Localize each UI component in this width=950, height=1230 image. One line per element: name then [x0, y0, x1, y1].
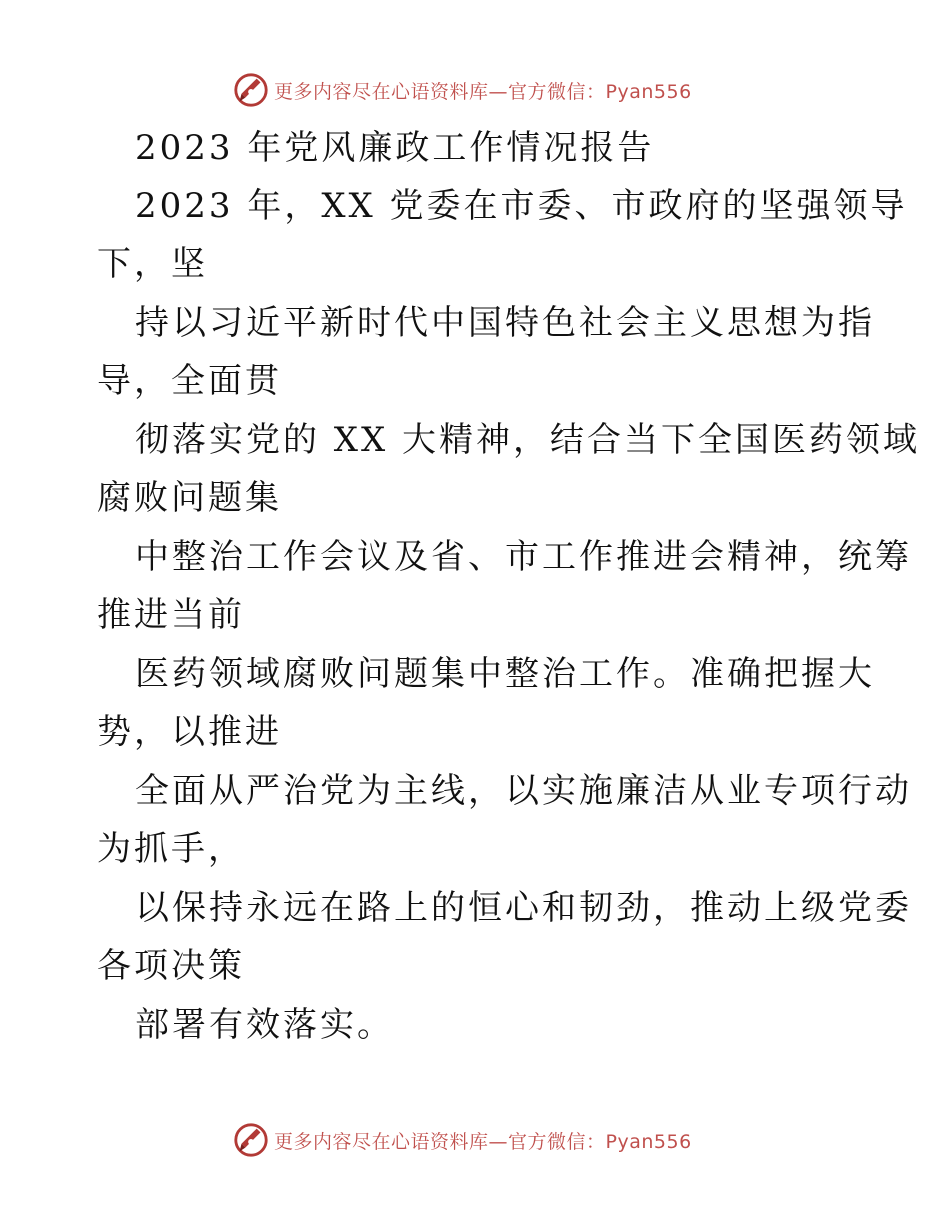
- paragraph-line: 为抓手，: [97, 829, 245, 869]
- paragraph-line: 各项决策: [97, 946, 245, 986]
- paragraph-line: 以保持永远在路上的恒心和韧劲，推动上级党委: [135, 888, 912, 928]
- footer-banner-text: 更多内容尽在心语资料库—官方微信：Pyan556: [274, 1130, 692, 1153]
- paragraph-line: 势，以推进: [97, 712, 282, 752]
- paragraph-line: 导，全面贯: [97, 361, 282, 401]
- logo-icon: [232, 1121, 270, 1159]
- paragraph-line: 2023 年，XX 党委在市委、市政府的坚强领导: [135, 186, 908, 226]
- paragraph-line: 部署有效落实。: [135, 1005, 394, 1045]
- paragraph-line: 腐败问题集: [97, 478, 282, 518]
- logo-icon: [232, 71, 270, 109]
- paragraph-line: 全面从严治党为主线，以实施廉洁从业专项行动: [135, 771, 912, 811]
- paragraph-line: 下，坚: [97, 244, 208, 284]
- paragraph-line: 中整治工作会议及省、市工作推进会精神，统筹: [135, 537, 912, 577]
- document-title: 2023 年党风廉政工作情况报告: [135, 128, 655, 168]
- paragraph-line: 推进当前: [97, 595, 245, 635]
- paragraph-line: 持以习近平新时代中国特色社会主义思想为指: [135, 303, 875, 343]
- paragraph-line: 医药领域腐败问题集中整治工作。准确把握大: [135, 654, 875, 694]
- header-banner: [232, 70, 692, 110]
- paragraph-line: 彻落实党的 XX 大精神，结合当下全国医药领域: [135, 420, 921, 460]
- header-banner-text: 更多内容尽在心语资料库—官方微信：Pyan556: [274, 80, 692, 103]
- footer-banner: [232, 1120, 692, 1160]
